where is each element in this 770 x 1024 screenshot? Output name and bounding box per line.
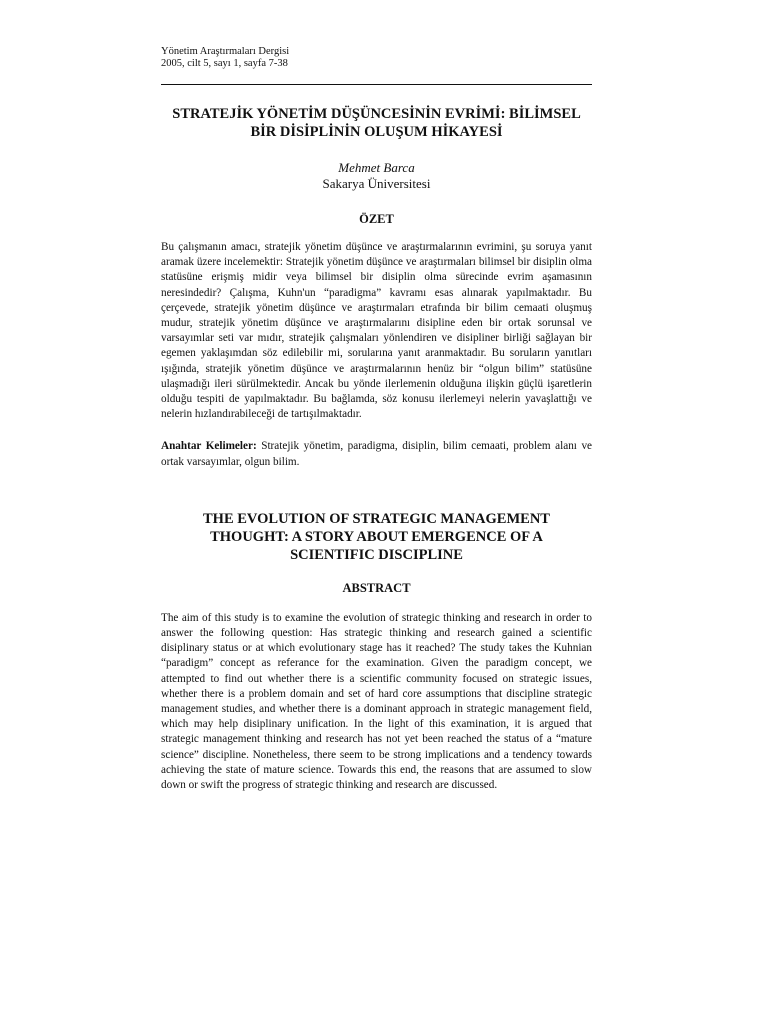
journal-header	[161, 46, 592, 70]
paper-page	[161, 46, 592, 793]
title-tr-line: STRATEJİK YÖNETİM DÜŞÜNCESİNİN EVRİMİ: BİLİMSEL	[172, 106, 581, 122]
journal-name: Yönetim Araştırmaları Dergisi	[161, 46, 290, 57]
ozet-heading: ÖZET	[359, 212, 394, 226]
title-en-line: THE EVOLUTION OF STRATEGIC MANAGEMENT	[203, 510, 550, 527]
title-english	[161, 510, 592, 564]
title-tr-line: BİR DİSİPLİNİN OLUŞUM HİKAYESİ	[250, 124, 503, 140]
abstract-text: The aim of this study is to examine the evolution of strategic thinking and research in order to answer the following question: Has strategic thinking and research gained a scientific disiplinary status or at which evolutionary stage has it reached? The study takes the Kuhnian “paradigm” concept as referance for the examination. Given the paradigm concept, we attempted to find out whether there is a scientific community focused on strategic issues, whether there is a problem domain and set of hard core assumptions that discipline strategic management studies, and whether there is a dominant approach in strategic management field, which may help disiplinary unification. In the light of this examination, it is argued that strategic management thinking and research has not yet been reached the status of a “mature science” discipline. Nonetheless, there seem to be strong implications and a tendency towards achieving the state of mature science. Towards this end, the reasons that are assumed to slow down or swift the progress of strategic thinking and research are discussed.	[161, 611, 592, 792]
author-affiliation: Sakarya Üniversitesi	[322, 176, 431, 191]
keywords-text: Stratejik yönetim, paradigma, disiplin, bilim cemaati, problem alanı ve ortak varsayımlar, olgun bilim.	[161, 440, 593, 468]
title-en-line: THOUGHT: A STORY ABOUT EMERGENCE OF A	[210, 528, 543, 545]
keywords	[161, 439, 592, 469]
title-turkish	[161, 105, 592, 141]
header-rule	[161, 84, 592, 85]
author-name: Mehmet Barca	[338, 160, 415, 175]
journal-issue: 2005, cilt 5, sayı 1, sayfa 7-38	[161, 58, 288, 69]
ozet-text: Bu çalışmanın amacı, stratejik yönetim düşünce ve araştırmalarının evrimini, şu soruya yanıt aramak üzere incelemektir: Stratejik yönetim düşünce ve araştırmaları bilimsel bir disiplin olma statüsüne erişmiş midir veya bilimsel bir disiplin olma sürecinde evrim aşamasının neresindedir? Çalışma, Kuhn'un “paradigma” kavramı esas alınarak yapılmaktadır. Bu çerçevede, stratejik yönetim düşünce ve araştırmaları etrafında bir bilim cemaati oluşmuş mudur, stratejik yönetim düşünce ve araştırmalarını disipline eden bir ortak sorunsal ve varsayımlar seti var mıdır, stratejik çalışmaları yönlendiren ve disipliner birliği sağlayan bir egemen yaklaşımdan söz edilebilir mi, sorularına yanıt aranmaktadır. Bu soruların yanıtları ışığında, stratejik yönetim düşünce ve araştırmalarının henüz bir “olgun bilim” statüsüne ulaşmadığı ileri sürülmektedir. Ancak bu yönde ilerlemenin olduğuna ilişkin güçlü işaretlerin olduğu tespiti de yapılmaktadır. Bu bağlamda, söz konusu ilerlemeyi nelerin yavaşlattığı ve nelerin hızlandırabileceği de tartışılmaktadır.	[161, 241, 592, 421]
title-en-line: SCIENTIFIC DISCIPLINE	[290, 546, 463, 563]
keywords-label: Anahtar Kelimeler:	[161, 440, 257, 453]
abstract-heading: ABSTRACT	[342, 580, 411, 595]
